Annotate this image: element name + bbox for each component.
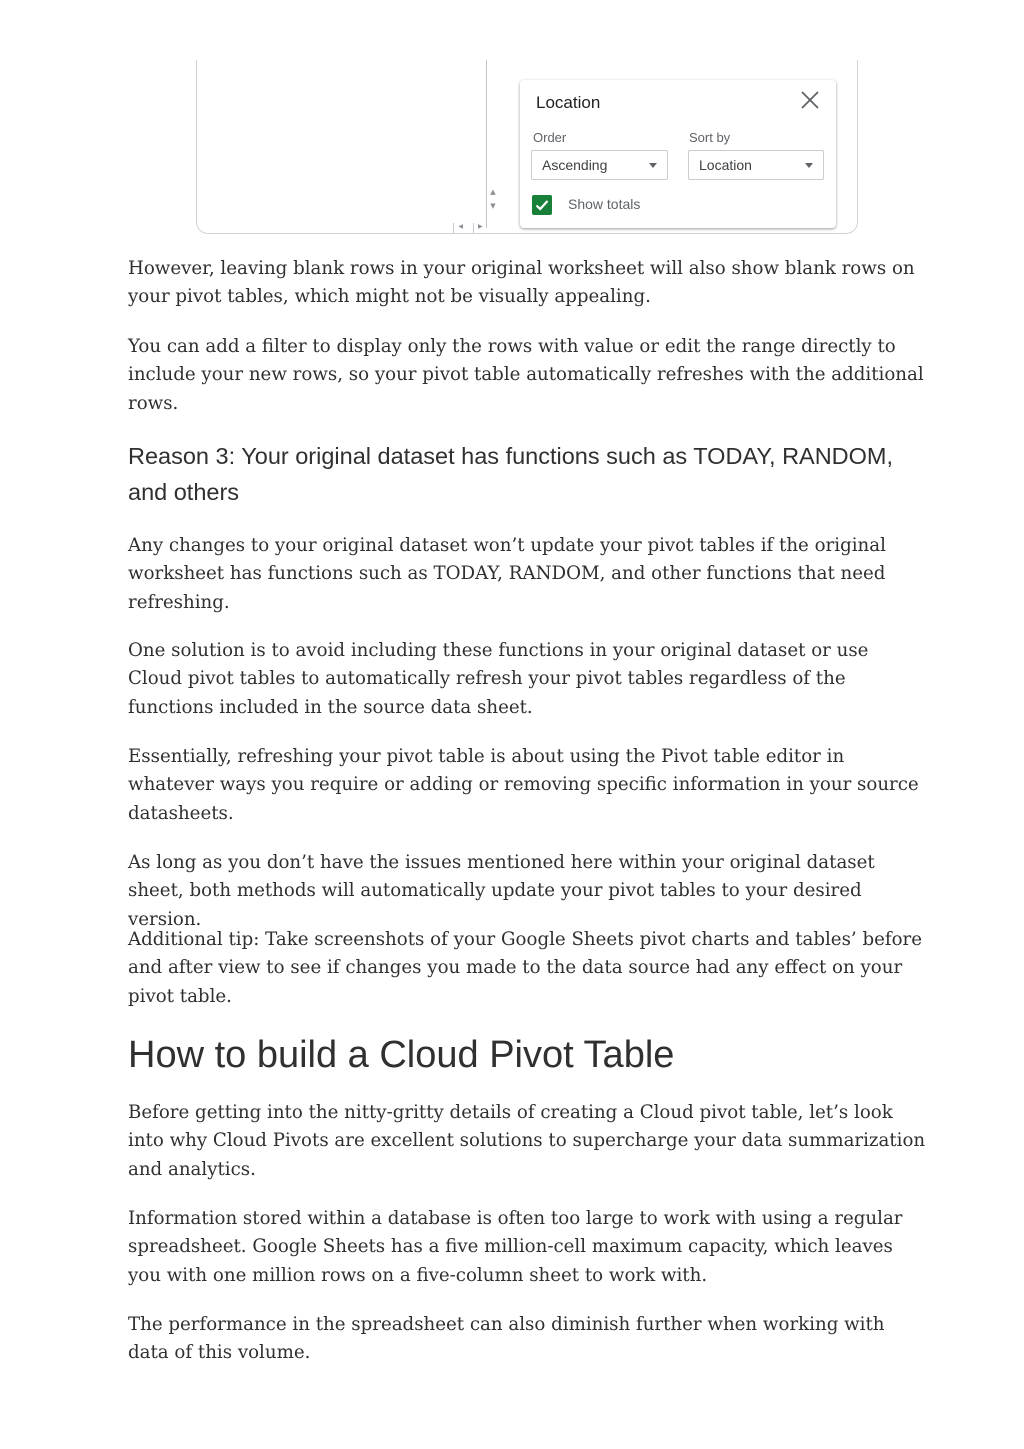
order-label: Order <box>533 130 567 145</box>
show-totals-checkbox[interactable] <box>532 195 552 215</box>
card-title: Location <box>536 93 601 112</box>
chevron-down-icon <box>649 163 657 168</box>
location-field-card <box>520 80 836 228</box>
order-value: Ascending <box>542 157 608 173</box>
paragraph: Information stored within a database is often too large to work with using a regular spreadsheet. Google Sheets has a five million-cell maximum capacity, which leaves you with one million rows on a five-column sheet to work with. <box>128 1208 903 1286</box>
vertical-scrollbar[interactable] <box>487 185 499 223</box>
sortby-value: Location <box>699 157 752 173</box>
paragraph: One solution is to avoid including these functions in your original dataset or use Cloud pivot tables to automatically refresh your pivot tables regardless of the functions included in the source data sheet. <box>128 640 869 718</box>
pivot-editor-screenshot <box>196 60 858 234</box>
scroll-up-icon[interactable]: ▲ <box>490 188 496 196</box>
paragraph: Before getting into the nitty-gritty details of creating a Cloud pivot table, let’s look into why Cloud Pivots are excellent solutions to supercharge your data summarization and analytics. <box>128 1102 926 1180</box>
paragraph: You can add a filter to display only the rows with value or edit the range directly to include your new rows, so your pivot table automatically refreshes with the additional rows. <box>128 336 924 414</box>
sortby-label: Sort by <box>689 130 731 145</box>
paragraph: Any changes to your original dataset won’t update your pivot tables if the original worksheet has functions such as TODAY, RANDOM, and other functions that need refreshing. <box>128 535 886 613</box>
sortby-select[interactable] <box>688 150 824 180</box>
close-icon[interactable] <box>800 90 820 110</box>
paragraph: Essentially, refreshing your pivot table is about using the Pivot table editor in whatever ways you require or adding or removing specific information in your source datasheets. <box>128 746 919 824</box>
section-heading: Reason 3: Your original dataset has functions such as TODAY, RANDOM, and others <box>128 443 894 505</box>
horizontal-scrollbar[interactable] <box>449 223 487 233</box>
paragraph: The performance in the spreadsheet can also diminish further when working with data of this volume. <box>128 1314 885 1364</box>
page-title: How to build a Cloud Pivot Table <box>128 1034 675 1076</box>
chevron-down-icon <box>805 163 813 168</box>
paragraph: As long as you don’t have the issues mentioned here within your original dataset sheet, both methods will automatically update your pivot tables to your desired version. <box>128 852 875 930</box>
paragraph: Additional tip: Take screenshots of your Google Sheets pivot charts and tables’ before and after view to see if changes you made to the data source had any effect on your pivot table. <box>128 929 923 1007</box>
scroll-down-icon[interactable]: ▼ <box>490 202 496 210</box>
checkmark-icon <box>534 197 550 213</box>
show-totals-label: Show totals <box>568 196 641 212</box>
order-select[interactable] <box>531 150 668 180</box>
paragraph: However, leaving blank rows in your original worksheet will also show blank rows on your pivot tables, which might not be visually appealing. <box>128 258 915 308</box>
scroll-left-icon[interactable]: ◀ <box>453 223 463 233</box>
scroll-right-icon[interactable]: ▶ <box>473 223 483 233</box>
